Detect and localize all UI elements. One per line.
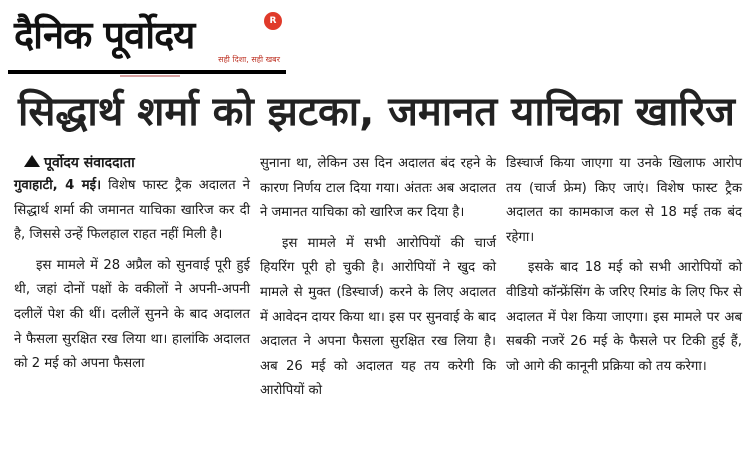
article-column-3 xyxy=(506,152,742,385)
article-paragraph: इस मामले में सभी आरोपियों की चार्ज हियरिंग पूरी हो चुकी है। आरोपियों ने खुद को मामले से मुक्त (डिस्चार्ज) करने के लिए अदालत में आवेदन दायर किया था। इस पर सुनवाई के बाद अदालत ने अपना फैसला सुरक्षित रख लिया है। अब 26 मई को अदालत यह तय करेगी कि आरोपियों को xyxy=(260,235,496,399)
masthead-subrule xyxy=(120,75,180,77)
masthead-rule xyxy=(8,70,286,74)
article-paragraph: सुनाना था, लेकिन उस दिन अदालत बंद रहने के कारण निर्णय टाल दिया गया। अंततः अब अदालत ने जमानत याचिका को खारिज कर दिया है। xyxy=(260,156,496,221)
article-headline: सिद्धार्थ शर्मा को झटका, जमानत याचिका खारिज xyxy=(18,89,735,135)
masthead xyxy=(8,6,286,68)
article-column-2 xyxy=(260,152,496,410)
paragraph-text: विशेष फास्ट ट्रैक अदालत ने सिद्धार्थ शर्मा की जमानत याचिका खारिज कर दी है, जिससे उन्हें फिलहाल राहत नहीं मिली है। xyxy=(14,178,250,243)
newspaper-logo: दैनिक पूर्वोदय xyxy=(14,13,195,57)
newspaper-tagline: सही दिशा, सही खबर xyxy=(218,55,280,64)
article-paragraph: डिस्चार्ज किया जाएगा या उनके खिलाफ आरोप तय (चार्ज फ्रेम) किए जाएं। विशेष फास्ट ट्रैक अदालत का कामकाज कल से 18 मई तक बंद रहेगा। xyxy=(506,156,742,245)
article-paragraph xyxy=(14,174,250,248)
byline xyxy=(14,152,250,174)
article-paragraph: इसके बाद 18 मई को सभी आरोपियों को वीडियो कॉन्फ्रेंसिंग के जरिए रिमांड के लिए फिर से अदालत में पेश किया जाएगा। इस मामले पर अब सबकी नजरें 26 मई के फैसले पर टिकी हुई हैं, जो आगे की कानूनी प्रक्रिया को तय करेगा। xyxy=(506,260,742,374)
byline-arrow-icon xyxy=(24,155,40,167)
registered-mark-icon: R xyxy=(264,12,282,30)
article-column-1 xyxy=(14,152,250,383)
dateline: गुवाहाटी, 4 मई। xyxy=(14,178,102,193)
byline-text: पूर्वोदय संवाददाता xyxy=(44,155,135,171)
article-paragraph: इस मामले में 28 अप्रैल को सुनवाई पूरी हुई थी, जहां दोनों पक्षों के वकीलों ने अपनी-अपनी दलीलें पेश की थीं। दलीलें सुनने के बाद अदालत ने फैसला सुरक्षित रख लिया था। हालांकि अदालत को 2 मई को अपना फैसला xyxy=(14,257,250,372)
